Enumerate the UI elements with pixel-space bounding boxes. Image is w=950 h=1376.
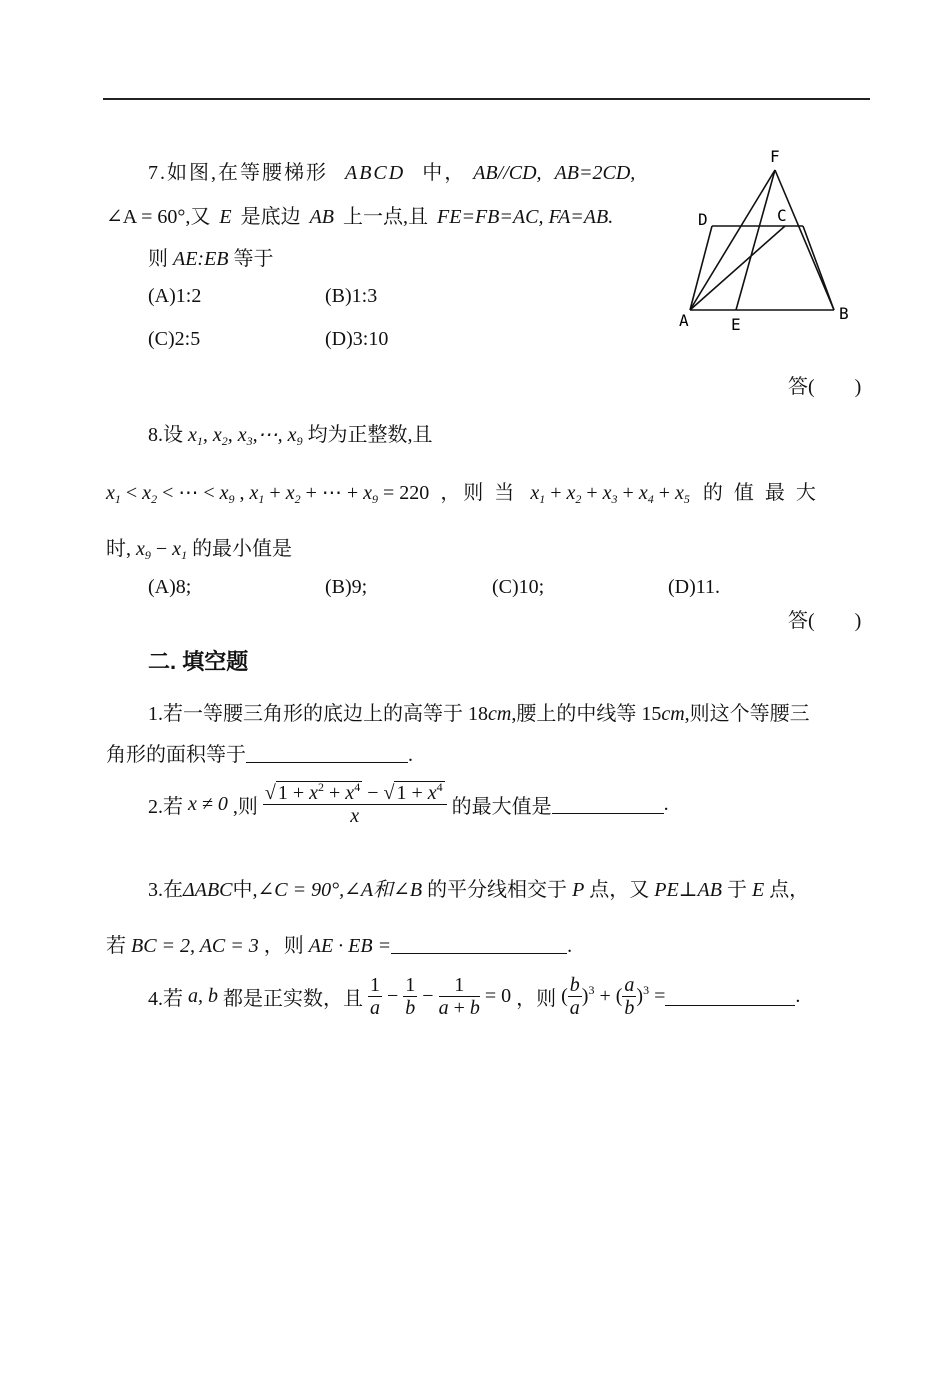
f2-numerator: √ $1 + x^2 + x^4$ − √ $1 + x^4$	[263, 782, 447, 805]
trapezoid-figure	[676, 142, 866, 338]
q7-option-c[interactable]: (C)2:5	[148, 328, 201, 350]
f3-line1	[148, 873, 809, 902]
q8-option-c[interactable]: (C)10;	[492, 576, 545, 598]
f2-fraction	[263, 782, 447, 827]
q7-text: 7.如图,在等腰梯形	[148, 162, 328, 184]
f3-line2	[106, 929, 572, 958]
q8-variables: $x_1$, $x_2$, $x_3,\cdots$, $x_9$	[188, 424, 303, 448]
f4-frac-ab: $\frac{a}{b}$	[624, 974, 635, 1019]
f3-triangle: ΔABC	[183, 879, 233, 901]
q8-answer[interactable]: 答( )	[788, 610, 862, 632]
q7-option-d[interactable]: (D)3:10	[325, 328, 389, 350]
q8-option-d[interactable]: (D)11.	[668, 576, 721, 598]
f4-answer-blank[interactable]	[665, 987, 795, 1006]
q8-line1	[148, 418, 433, 447]
f3-angles: ,∠A和∠B	[339, 879, 423, 901]
f3-text: 点，	[769, 879, 810, 901]
q7-ratio-ask: AE:EB	[173, 248, 229, 270]
q7-condition: FE=FB=AC, FA=AB.	[437, 206, 614, 228]
q7-parallel: AB//CD,	[473, 162, 542, 184]
q7-line3	[148, 242, 274, 271]
f4-frac-1b: $\frac{1}{b}$	[405, 974, 416, 1019]
f2-line	[148, 782, 669, 827]
f4-frac-1a: $\frac{1}{a}$	[370, 974, 380, 1019]
q8-sum-value: = 220	[383, 482, 430, 504]
f1-unit: cm	[661, 703, 685, 725]
segment-fb	[775, 170, 834, 310]
segment-ac	[690, 226, 785, 310]
f2-condition: x ≠ 0	[188, 793, 228, 815]
q8-sum: $x_1$	[249, 482, 265, 506]
q8-inequality: $x_1$	[106, 482, 121, 506]
q7-line2	[106, 200, 613, 229]
q8-option-b[interactable]: (B)9;	[325, 576, 368, 598]
q8-option-a[interactable]: (A)8;	[148, 576, 192, 598]
f4-frac-1ab: $\frac{1}{a + b}$	[438, 974, 480, 1019]
f4-frac-ba: $\frac{b}{a}$	[569, 974, 580, 1019]
q7-side: AB	[309, 206, 335, 228]
f2-period: .	[663, 793, 669, 815]
label-c: C	[777, 206, 787, 225]
q7-point-e: E	[219, 206, 232, 228]
f3-perpendicular: PE⊥AB	[654, 879, 722, 901]
f3-answer-blank[interactable]	[391, 935, 567, 954]
header-rule	[103, 98, 870, 100]
q7-trapezoid: ABCD	[345, 162, 406, 184]
label-f: F	[770, 147, 780, 166]
f3-period: .	[567, 935, 573, 957]
q8-partial-sum: $x_1$	[530, 482, 546, 506]
q8-text: 的最小值是	[192, 538, 293, 560]
f1-text: ,腰上的中线等 15	[511, 703, 662, 725]
q7-text: 是底边	[240, 206, 301, 228]
label-d: D	[698, 210, 708, 229]
label-a: A	[679, 311, 689, 330]
f4-variables: a, b	[188, 985, 218, 1007]
f4-text: 4.若	[148, 988, 183, 1010]
q7-text: 等于	[233, 248, 274, 270]
f1-text: 1.若一等腰三角形的底边上的高等于 18	[148, 703, 488, 725]
f1-text: ,则这个等腰三	[684, 703, 810, 725]
label-e: E	[731, 315, 741, 334]
q7-option-a[interactable]: (A)1:2	[148, 285, 202, 307]
q8-line3: 时, $x_9 - x_1$ 的最小值是	[106, 538, 293, 562]
q7-answer[interactable]: 答( )	[788, 376, 862, 398]
f3-text: 3.在	[148, 879, 183, 901]
q7-text: 上一点,且	[343, 206, 429, 228]
f1-line2	[106, 738, 413, 767]
f3-product: AE · EB =	[308, 935, 392, 957]
f4-text: ，则	[516, 988, 557, 1010]
f3-text: 若	[106, 935, 126, 957]
q8-line2: $x_1 < x_2$ < ⋯ < $x_9$ , $x_1 + x_2$ + ⋯ + $x_9 = 220$ ，则 当 $x_1 + x_2 + x_3 + x_4 + x_5$ 的 值 最 大	[106, 482, 819, 506]
q8-difference: $x_9$	[136, 538, 151, 562]
f3-right-angle: ∠C = 90°	[257, 879, 340, 901]
f2-answer-blank[interactable]	[552, 795, 664, 814]
f2-text: ,则	[232, 796, 258, 818]
q7-text: 则	[148, 248, 168, 270]
q8-text: 8.设	[148, 424, 183, 446]
segment-ad	[690, 226, 712, 310]
f1-line1	[148, 697, 810, 726]
f3-text: 中,	[232, 879, 258, 901]
q7-line1	[148, 156, 635, 185]
q8-text: 的 值 最 大	[702, 482, 819, 504]
section-title: 二. 填空题	[148, 649, 249, 674]
f1-text: 角形的面积等于	[106, 744, 246, 766]
f2-denominator: x	[350, 805, 360, 827]
f3-point-p: P	[572, 879, 585, 901]
f2-text: 的最大值是	[451, 796, 552, 818]
f2-text: 2.若	[148, 796, 183, 818]
label-b: B	[839, 304, 849, 323]
f3-text: 点，又	[589, 879, 650, 901]
f1-answer-blank[interactable]	[246, 744, 408, 763]
f4-equals: =	[654, 985, 666, 1007]
f4-equation: = 0	[484, 985, 512, 1007]
q7-angle: ∠A = 60°,又	[106, 206, 211, 228]
f3-given: BC = 2, AC = 3	[131, 935, 259, 957]
q7-option-b[interactable]: (B)1:3	[325, 285, 378, 307]
q7-text: 中，	[422, 162, 467, 184]
q8-text: 时,	[106, 538, 131, 560]
q8-text: 均为正整数,且	[307, 424, 433, 446]
q7-ratio: AB=2CD,	[554, 162, 636, 184]
f3-point-e: E	[751, 879, 765, 901]
f3-text: ，则	[263, 935, 304, 957]
f3-text: 的平分线相交于	[427, 879, 568, 901]
f4-text: 都是正实数，且	[223, 988, 363, 1010]
segment-af	[690, 170, 775, 310]
q8-text: ，则 当	[440, 482, 518, 504]
f1-unit: cm	[488, 703, 512, 725]
f3-text: 于	[726, 879, 747, 901]
f4-line: 4.若 a, b 都是正实数，且 $\frac{1}{a}$ − $\frac{1}{b}$ − $\frac{1}{a + b}$ = 0 ，则 ( $\frac{b}{a}$ )$^3$ + ( $\frac{a}{b}$ )$^3$ = .	[148, 974, 801, 1019]
f1-period: .	[408, 744, 413, 766]
q8-text: ,	[239, 482, 250, 504]
